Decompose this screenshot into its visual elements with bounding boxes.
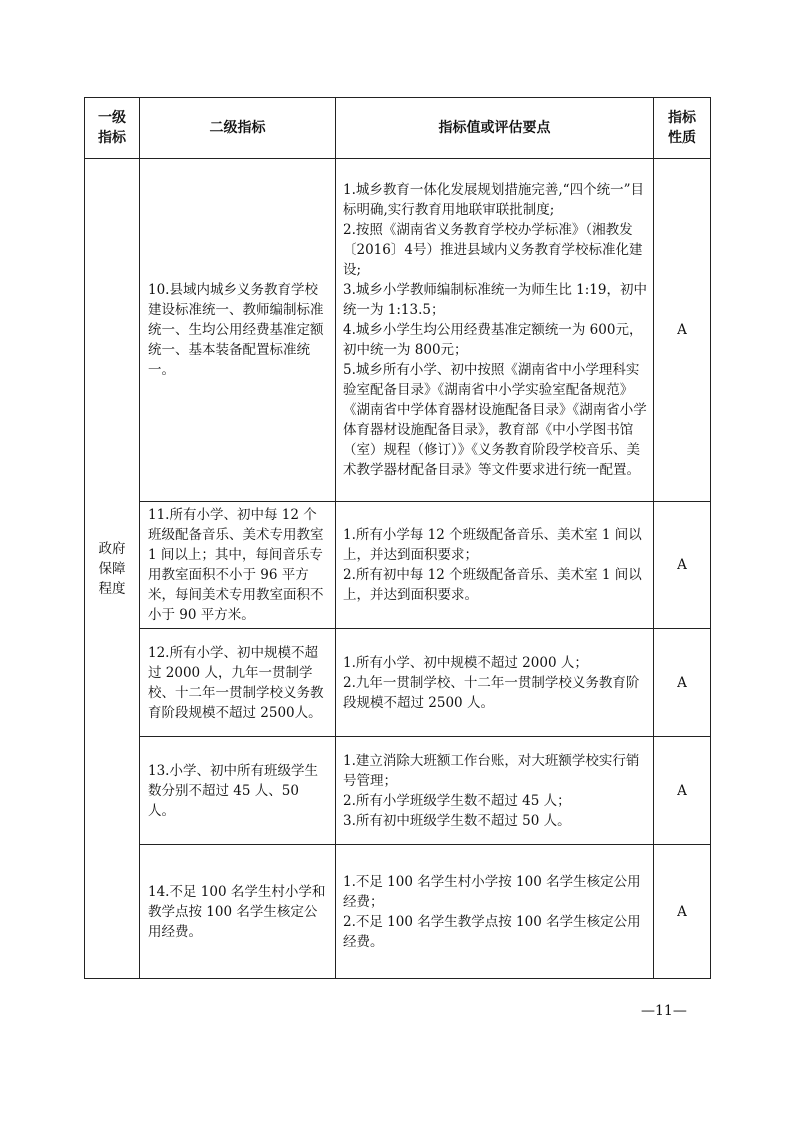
indicator-cell: 13.小学、初中所有班级学生数分别不超过 45 人、50 人。 <box>140 737 336 845</box>
header-eval: 指标值或评估要点 <box>336 98 654 159</box>
requirement-item: 1.城乡教育一体化发展规划措施完善,“四个统一”目标明确,实行教育用地联审联批制度; <box>343 182 644 218</box>
requirements-cell <box>336 629 654 737</box>
property-cell: A <box>654 629 711 737</box>
requirement-item: 1.不足 100 名学生村小学按 100 名学生核定公用经费； <box>343 873 641 910</box>
requirements-cell <box>336 159 654 502</box>
property-cell: A <box>654 737 711 845</box>
header-property: 指标性质 <box>654 98 711 159</box>
requirement-item: 2.九年一贯制学校、十二年一贯制学校义务教育阶段规模不超过 2500 人。 <box>343 674 640 711</box>
requirement-item: 2.不足 100 名学生教学点按 100 名学生核定公用经费。 <box>343 913 641 950</box>
indicator-cell: 11.所有小学、初中每 12 个班级配备音乐、美术专用教室 1 间以上；其中，每间音乐专用教室面积不小于 96 平方米，每间美术专用教室面积不小于 90 平方米。 <box>140 502 336 629</box>
table-row <box>85 737 711 845</box>
requirement-item: 2.按照《湖南省义务教育学校办学标准》（湘教发〔2016〕4号）推进县域内义务教育学校标准化建设; <box>343 222 643 278</box>
requirements-cell <box>336 737 654 845</box>
property-cell: A <box>654 159 711 502</box>
requirement-item: 3.所有初中班级学生数不超过 50 人。 <box>343 812 571 829</box>
header-level2: 二级指标 <box>140 98 336 159</box>
indicator-cell: 14.不足 100 名学生村小学和教学点按 100 名学生核定公用经费。 <box>140 845 336 979</box>
requirements-cell <box>336 845 654 979</box>
header-level1: 一级指标 <box>85 98 140 159</box>
table-row <box>85 502 711 629</box>
requirement-item: 3.城乡小学教师编制标准统一为师生比 1:19，初中统一为 1:13.5； <box>343 282 647 318</box>
table-row <box>85 159 711 502</box>
indicator-cell: 12.所有小学、初中规模不超过 2000 人，九年一贯制学校、十二年一贯制学校义务教育阶段规模不超过 2500人。 <box>140 629 336 737</box>
property-cell: A <box>654 502 711 629</box>
requirement-item: 4.城乡小学生均公用经费基准定额统一为 600元，初中统一为 800元； <box>343 322 643 358</box>
requirement-item: 2.所有初中每 12 个班级配备音乐、美术室 1 间以上，并达到面积要求。 <box>343 567 642 603</box>
requirement-item: 5.城乡所有小学、初中按照《湖南省中小学理科实验室配备目录》《湖南省中小学实验室配备规范》《湖南省中学体育器材设施配备目录》《湖南省小学体育器材设施配备目录》，教育部《中小学图书馆（室）规程（修订）》《义务教育阶段学校音乐、美术教学器材配备目录》等文件要求进行统一配置。 <box>343 362 647 478</box>
requirement-item: 2.所有小学班级学生数不超过 45 人； <box>343 792 571 809</box>
requirement-item: 1.建立消除大班额工作台账，对大班额学校实行销号管理； <box>343 752 640 789</box>
requirement-item: 1.所有小学、初中规模不超过 2000 人； <box>343 654 588 671</box>
page-number: —11— <box>641 1003 687 1019</box>
category-cell: 政府保障程度 <box>85 159 140 979</box>
indicator-table <box>84 97 711 979</box>
requirements-cell <box>336 502 654 629</box>
property-cell: A <box>654 845 711 979</box>
indicator-cell: 10.县域内城乡义务教育学校建设标准统一、教师编制标准统一、生均公用经费基准定额统一、基本装备配置标准统一。 <box>140 159 336 502</box>
table-row <box>85 629 711 737</box>
header-row <box>85 98 711 159</box>
requirement-item: 1.所有小学每 12 个班级配备音乐、美术室 1 间以上，并达到面积要求； <box>343 527 642 563</box>
table-row <box>85 845 711 979</box>
